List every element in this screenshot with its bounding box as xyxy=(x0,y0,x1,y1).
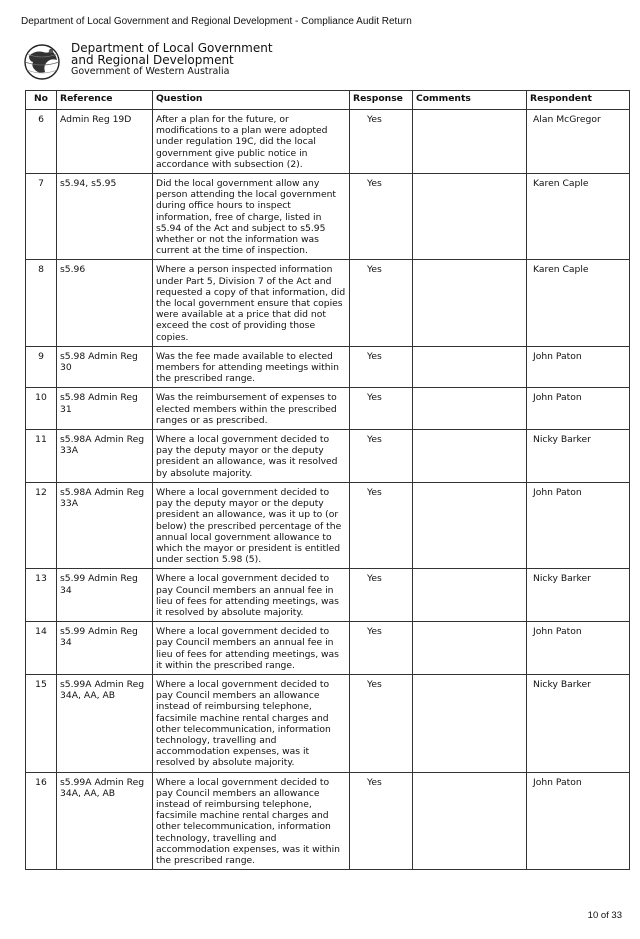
row-respondent: Nicky Barker xyxy=(527,430,630,483)
row-reference: s5.99 Admin Reg 34 xyxy=(57,569,153,622)
row-reference: s5.98A Admin Reg 33A xyxy=(57,430,153,483)
row-number: 7 xyxy=(26,174,57,260)
row-response: Yes xyxy=(350,430,413,483)
compliance-audit-table xyxy=(25,90,630,870)
brand-line-3: Government of Western Australia xyxy=(71,66,230,77)
column-header-reference: Reference xyxy=(57,91,153,110)
page-number: 10 of 33 xyxy=(587,910,622,921)
row-reference: s5.96 xyxy=(57,260,153,346)
row-reference: s5.98 Admin Reg 31 xyxy=(57,388,153,430)
column-header-comments: Comments xyxy=(413,91,527,110)
row-number: 8 xyxy=(26,260,57,346)
row-comments xyxy=(413,674,527,772)
row-number: 9 xyxy=(26,346,57,388)
department-brand xyxy=(21,40,321,84)
row-question: Where a local government decided to pay Council members an allowance instead of reimbursing telephone, facsimile machine rental charges and other telecommunication, information technology, travelling and accommodation expenses, was it within the prescribed range. xyxy=(153,772,350,870)
row-reference: s5.98A Admin Reg 33A xyxy=(57,482,153,568)
row-response: Yes xyxy=(350,174,413,260)
row-reference: s5.99 Admin Reg 34 xyxy=(57,622,153,675)
row-comments xyxy=(413,482,527,568)
row-respondent: John Paton xyxy=(527,388,630,430)
table-row xyxy=(26,346,630,388)
row-number: 12 xyxy=(26,482,57,568)
row-response: Yes xyxy=(350,482,413,568)
row-number: 11 xyxy=(26,430,57,483)
column-header-response: Response xyxy=(350,91,413,110)
table-row xyxy=(26,622,630,675)
row-respondent: Karen Caple xyxy=(527,174,630,260)
row-question: Where a local government decided to pay Council members an allowance instead of reimbursing telephone, facsimile machine rental charges and other telecommunication, information technology, travelling and accommodation expenses, was it resolved by absolute majority. xyxy=(153,674,350,772)
table-row xyxy=(26,388,630,430)
row-respondent: John Paton xyxy=(527,772,630,870)
row-respondent: Nicky Barker xyxy=(527,569,630,622)
row-reference: Admin Reg 19D xyxy=(57,110,153,174)
row-question: Where a local government decided to pay Council members an annual fee in lieu of fees for attending meetings, was it resolved by absolute majority. xyxy=(153,569,350,622)
row-question: Where a local government decided to pay the deputy mayor or the deputy president an allowance, was it resolved by absolute majority. xyxy=(153,430,350,483)
table-header-row xyxy=(26,91,630,110)
table-row xyxy=(26,430,630,483)
row-question: Was the fee made available to elected members for attending meetings within the prescribed range. xyxy=(153,346,350,388)
row-respondent: Alan McGregor xyxy=(527,110,630,174)
row-comments xyxy=(413,110,527,174)
row-response: Yes xyxy=(350,388,413,430)
row-question: Where a person inspected information under Part 5, Division 7 of the Act and requested a copy of that information, did the local government ensure that copies were available at a price that did not exceed the cost of providing those copies. xyxy=(153,260,350,346)
row-respondent: Nicky Barker xyxy=(527,674,630,772)
row-question: After a plan for the future, or modifications to a plan were adopted under regulation 19C, did the local government give public notice in accordance with subsection (2). xyxy=(153,110,350,174)
row-respondent: John Paton xyxy=(527,622,630,675)
row-response: Yes xyxy=(350,110,413,174)
row-response: Yes xyxy=(350,772,413,870)
row-respondent: John Paton xyxy=(527,346,630,388)
table-row xyxy=(26,260,630,346)
row-number: 15 xyxy=(26,674,57,772)
row-number: 14 xyxy=(26,622,57,675)
row-comments xyxy=(413,260,527,346)
row-respondent: Karen Caple xyxy=(527,260,630,346)
row-reference: s5.99A Admin Reg 34A, AA, AB xyxy=(57,772,153,870)
column-header-respondent: Respondent xyxy=(527,91,630,110)
row-response: Yes xyxy=(350,569,413,622)
row-reference: s5.99A Admin Reg 34A, AA, AB xyxy=(57,674,153,772)
row-response: Yes xyxy=(350,622,413,675)
row-reference: s5.98 Admin Reg 30 xyxy=(57,346,153,388)
row-response: Yes xyxy=(350,346,413,388)
table-row xyxy=(26,110,630,174)
column-header-no: No xyxy=(26,91,57,110)
row-question: Where a local government decided to pay the deputy mayor or the deputy president an allowance, was it up to (or below) the prescribed percentage of the annual local government allowance to which the mayor or president is entitled under section 5.98 (5). xyxy=(153,482,350,568)
row-response: Yes xyxy=(350,674,413,772)
brand-line-1: Department of Local Government xyxy=(71,41,273,55)
table-row xyxy=(26,772,630,870)
table-row xyxy=(26,174,630,260)
row-number: 6 xyxy=(26,110,57,174)
row-number: 13 xyxy=(26,569,57,622)
row-response: Yes xyxy=(350,260,413,346)
table-row xyxy=(26,674,630,772)
row-comments xyxy=(413,430,527,483)
row-question: Did the local government allow any person attending the local government during office hours to inspect information, free of charge, listed in s5.94 of the Act and subject to s5.95 whether or not the information was current at the time of inspection. xyxy=(153,174,350,260)
row-comments xyxy=(413,388,527,430)
column-header-question: Question xyxy=(153,91,350,110)
row-respondent: John Paton xyxy=(527,482,630,568)
globe-emblem-icon xyxy=(21,42,63,82)
row-comments xyxy=(413,569,527,622)
table-row xyxy=(26,569,630,622)
row-comments xyxy=(413,622,527,675)
row-reference: s5.94, s5.95 xyxy=(57,174,153,260)
row-number: 10 xyxy=(26,388,57,430)
row-comments xyxy=(413,346,527,388)
row-comments xyxy=(413,174,527,260)
table-row xyxy=(26,482,630,568)
row-question: Where a local government decided to pay Council members an annual fee in lieu of fees for attending meetings, was it within the prescribed range. xyxy=(153,622,350,675)
row-question: Was the reimbursement of expenses to elected members within the prescribed ranges or as prescribed. xyxy=(153,388,350,430)
row-number: 16 xyxy=(26,772,57,870)
brand-line-2: and Regional Development xyxy=(71,53,234,67)
row-comments xyxy=(413,772,527,870)
document-header-title: Department of Local Government and Regional Development - Compliance Audit Return xyxy=(21,16,412,27)
